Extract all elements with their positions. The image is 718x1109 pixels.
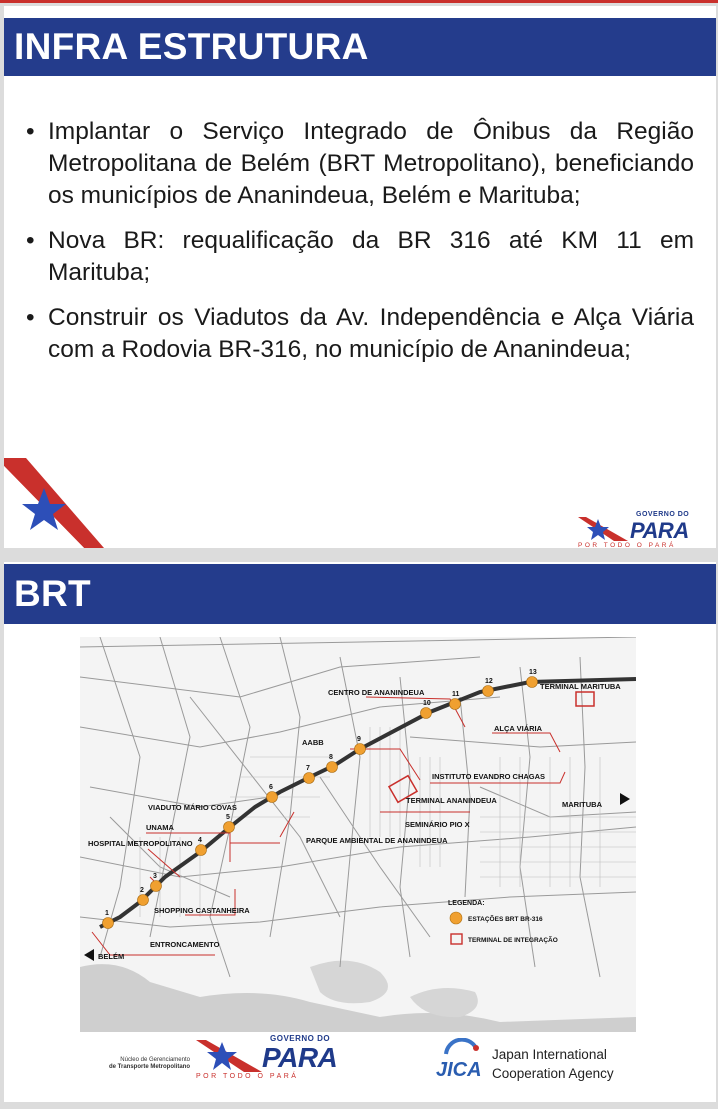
- station-number-label: 5: [226, 814, 230, 821]
- station-number-label: 6: [269, 784, 273, 791]
- bullet-item: [26, 225, 694, 289]
- bullet-list: [26, 116, 694, 379]
- bullet-mark: •: [26, 304, 35, 331]
- slide-infra-estrutura: [4, 6, 716, 548]
- label-unama: UNAMA: [146, 823, 174, 832]
- label-aabb: AABB: [302, 738, 324, 747]
- brt-station-9: [355, 744, 366, 755]
- top-accent-line: [0, 0, 718, 3]
- jica-line1: Japan International: [492, 1047, 607, 1062]
- legend-stations-label: ESTAÇÕES BRT BR-316: [468, 916, 543, 923]
- label-alca-viaria: ALÇA VIÁRIA: [494, 724, 543, 733]
- legend-station-marker: [450, 912, 462, 924]
- label-marituba: MARITUBA: [562, 800, 602, 809]
- bullet-text: Implantar o Serviço Integrado de Ônibus da Região Metropolitana de Belém (BRT Metropolitano), beneficiando os municípios de Ananindeua, Belém e Marituba;: [48, 118, 694, 209]
- brt-station-1: [103, 918, 114, 929]
- slide-title-bar: [4, 18, 716, 76]
- brt-station-13: [527, 677, 538, 688]
- jica-line2: Cooperation Agency: [492, 1066, 614, 1081]
- brt-station-4: [196, 845, 207, 856]
- brt-station-12: [483, 686, 494, 697]
- bullet-mark: •: [26, 227, 35, 254]
- bullet-mark: •: [26, 118, 35, 145]
- para-star-icon: [196, 1038, 262, 1072]
- para-star-icon: [578, 515, 628, 541]
- nucleo-line2: de Transporte Metropolitano: [108, 1064, 190, 1070]
- brt-station-10: [421, 708, 432, 719]
- para-flag-corner-logo: [4, 458, 104, 548]
- label-terminal-ananindeua: TERMINAL ANANINDEUA: [406, 796, 497, 805]
- logo-para-text: PARA: [630, 518, 689, 543]
- label-parque-ambiental: PARQUE AMBIENTAL DE ANANINDEUA: [306, 836, 448, 845]
- station-number-label: 3: [153, 873, 157, 880]
- bullet-text: Construir os Viadutos da Av. Independência e Alça Viária com a Rodovia BR-316, no município de Ananindeua;: [48, 304, 694, 363]
- label-viaduto-mario-covas: VIADUTO MÁRIO COVAS: [148, 803, 237, 812]
- slide-title: INFRA ESTRUTURA: [14, 26, 369, 67]
- brt-station-5: [224, 822, 235, 833]
- label-shopping-castanheira: SHOPPING CASTANHEIRA: [154, 906, 250, 915]
- jica-name-text: [492, 1045, 614, 1083]
- station-number-label: 1: [105, 910, 109, 917]
- station-number-label: 7: [306, 765, 310, 772]
- station-number-label: 9: [357, 736, 361, 743]
- slide-title: BRT: [14, 573, 91, 614]
- brt-station-11: [450, 699, 461, 710]
- station-number-label: 12: [485, 678, 493, 685]
- brt-station-2: [138, 895, 149, 906]
- nucleo-gerenciamento-logo-text: [90, 1057, 190, 1071]
- station-number-label: 10: [423, 700, 431, 707]
- brt-station-6: [267, 792, 278, 803]
- station-number-label: 4: [198, 837, 202, 844]
- station-number-label: 8: [329, 754, 333, 761]
- governo-do-para-logo: [578, 511, 698, 548]
- bullet-item: [26, 116, 694, 212]
- slide-title-bar: [4, 564, 716, 624]
- label-belem: BELÉM: [98, 952, 125, 961]
- label-hospital-metropolitano: HOSPITAL METROPOLITANO: [88, 839, 193, 848]
- nucleo-line1: Núcleo de Gerenciamento: [120, 1057, 190, 1063]
- station-number-label: 2: [140, 887, 144, 894]
- bullet-text: Nova BR: requalificação da BR 316 até KM 11 em Marituba;: [48, 227, 694, 286]
- logo-tagline: POR TODO O PARÁ: [196, 1073, 299, 1080]
- station-number-label: 13: [529, 669, 537, 676]
- label-seminario-pio-x: SEMINÁRIO PIO X: [405, 820, 470, 829]
- logo-governo-text: GOVERNO DO: [636, 511, 690, 518]
- jica-icon: [432, 1038, 488, 1080]
- label-instituto-evandro-chagas: INSTITUTO EVANDRO CHAGAS: [432, 772, 546, 781]
- logo-para-text: PARA: [262, 1042, 338, 1073]
- brt-station-8: [327, 762, 338, 773]
- brt-station-3: [151, 881, 162, 892]
- governo-do-para-logo: [196, 1032, 336, 1082]
- station-number-label: 11: [452, 691, 460, 698]
- bullet-item: [26, 302, 694, 366]
- jica-wordmark: JICA: [436, 1059, 482, 1080]
- brt-route-map: [80, 637, 636, 1032]
- logo-governo-text: GOVERNO DO: [270, 1034, 331, 1043]
- brt-station-7: [304, 773, 315, 784]
- legend-terminal-label: TERMINAL DE INTEGRAÇÃO: [468, 937, 558, 944]
- label-terminal-marituba: TERMINAL MARITUBA: [540, 682, 621, 691]
- jica-logo: [432, 1038, 488, 1085]
- label-entroncamento: ENTRONCAMENTO: [150, 940, 220, 949]
- label-centro-ananindeua: CENTRO DE ANANINDEUA: [328, 688, 425, 697]
- logo-tagline: POR TODO O PARÁ: [578, 542, 676, 548]
- legend-title: LEGENDA:: [448, 900, 485, 907]
- slide-brt: [4, 562, 716, 1102]
